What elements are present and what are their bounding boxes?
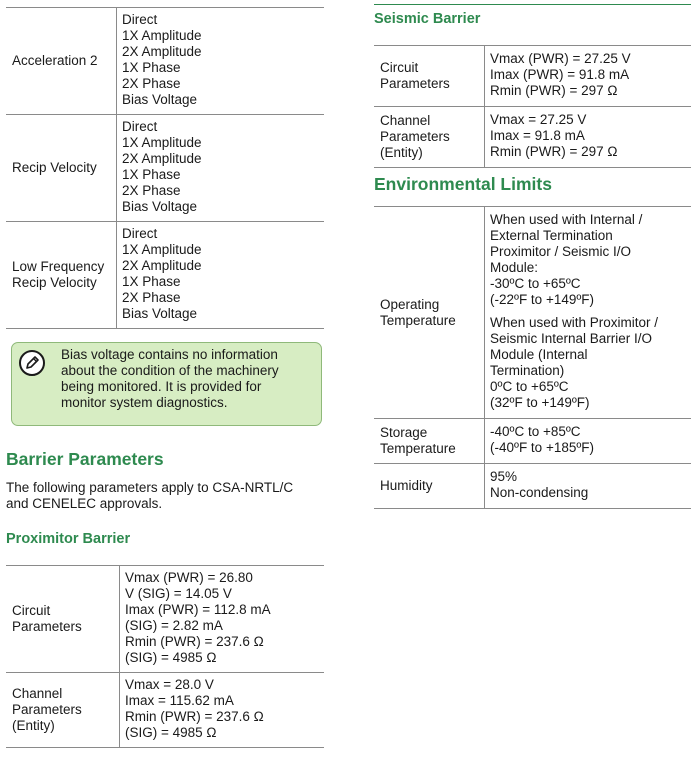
- value-line: 0ºC to +65ºC: [490, 379, 569, 394]
- table-row: [6, 673, 324, 748]
- value-line: 1X Amplitude: [122, 135, 202, 150]
- value-line: (SIG) = 2.82 mA: [125, 618, 223, 633]
- row-values: [117, 115, 325, 222]
- value-line: Direct: [122, 226, 158, 241]
- label-line: Temperature: [380, 441, 456, 456]
- value-line: When used with Proximitor /: [490, 315, 659, 330]
- value-line: (SIG) = 4985 Ω: [125, 650, 217, 665]
- barrier-heading: Barrier Parameters: [6, 449, 164, 469]
- row-values: [120, 673, 325, 748]
- value-line: (-40ºF to +185ºF): [490, 440, 595, 455]
- value-line: Vmax (PWR) = 27.25 V: [490, 51, 631, 66]
- note-box: [11, 342, 322, 426]
- row-label: [374, 107, 485, 168]
- value-line: 2X Phase: [122, 290, 181, 305]
- label-line: Parameters: [380, 129, 450, 144]
- value-line: Imax = 115.62 mA: [125, 693, 234, 708]
- pencil-icon: [19, 350, 45, 376]
- value-line: -30ºC to +65ºC: [490, 276, 581, 291]
- row-values: [117, 222, 325, 329]
- value-line: Vmax = 27.25 V: [490, 112, 587, 127]
- value-line: Proximitor / Seismic I/O: [490, 244, 632, 259]
- seismic-table-wrap: [374, 46, 691, 168]
- note-text: [61, 347, 319, 411]
- value-line: [490, 308, 691, 315]
- value-line: Seismic Internal Barrier I/O: [490, 331, 653, 346]
- value-line: (-22ºF to +149ºF): [490, 292, 595, 307]
- row-values: [485, 419, 692, 464]
- value-line: Vmax = 28.0 V: [125, 677, 214, 692]
- label-line: Parameters: [12, 619, 82, 634]
- value-line: Imax (PWR) = 112.8 mA: [125, 602, 271, 617]
- row-values: [485, 107, 692, 168]
- label-line: (Entity): [380, 145, 423, 160]
- value-line: Module (Internal: [490, 347, 588, 362]
- value-line: Module:: [490, 260, 539, 275]
- label-line: Humidity: [380, 478, 433, 493]
- label-line: Channel: [380, 113, 431, 128]
- table-row: [6, 222, 324, 329]
- row-label: [374, 46, 485, 107]
- proximitor-table: [6, 566, 324, 748]
- value-line: 1X Amplitude: [122, 242, 202, 257]
- value-line: 1X Amplitude: [122, 28, 202, 43]
- value-line: Bias Voltage: [122, 92, 198, 107]
- label-line: Circuit: [380, 60, 419, 75]
- label-line: Parameters: [380, 76, 450, 91]
- value-line: Bias Voltage: [122, 199, 198, 214]
- value-line: When used with Internal /: [490, 212, 643, 227]
- table-row: [374, 464, 691, 509]
- table-row: [374, 46, 691, 107]
- value-line: External Termination: [490, 228, 613, 243]
- proximitor-table-wrap: [6, 566, 324, 748]
- label-line: Circuit: [12, 603, 51, 618]
- value-line: -40ºC to +85ºC: [490, 424, 581, 439]
- table-row: [6, 115, 324, 222]
- label-line: (Entity): [12, 718, 55, 733]
- value-line: Rmin (PWR) = 237.6 Ω: [125, 709, 264, 724]
- value-line: 1X Phase: [122, 167, 181, 182]
- seismic-table: [374, 46, 691, 168]
- row-label: [374, 419, 485, 464]
- row-values: [485, 207, 692, 419]
- value-line: Vmax (PWR) = 26.80: [125, 570, 253, 585]
- environment-section: [374, 174, 691, 195]
- value-line: 2X Amplitude: [122, 258, 202, 273]
- table-row: [374, 419, 691, 464]
- row-label: [374, 464, 485, 509]
- note-line: Bias voltage contains no information: [61, 347, 278, 362]
- row-label: [6, 115, 117, 222]
- barrier-section: [6, 449, 324, 547]
- value-line: 2X Phase: [122, 183, 181, 198]
- value-line: 2X Amplitude: [122, 44, 202, 59]
- environment-table: [374, 207, 691, 509]
- table-row: [6, 8, 324, 115]
- label-line: Operating: [380, 296, 440, 312]
- label-line: Recip Velocity: [12, 160, 97, 175]
- intro-line: and CENELEC approvals.: [6, 496, 163, 511]
- value-line: Imax = 91.8 mA: [490, 128, 585, 143]
- value-line: Rmin (PWR) = 297 Ω: [490, 144, 618, 159]
- signal-types-table: [6, 8, 324, 329]
- value-line: (32ºF to +149ºF): [490, 395, 590, 410]
- value-line: 95%: [490, 469, 518, 484]
- value-line: 2X Amplitude: [122, 151, 202, 166]
- seismic-heading: Seismic Barrier: [374, 11, 481, 27]
- value-line: 1X Phase: [122, 274, 181, 289]
- value-line: Bias Voltage: [122, 306, 198, 321]
- table-row: [6, 566, 324, 673]
- row-values: [485, 46, 692, 107]
- value-line: Non-condensing: [490, 485, 589, 500]
- table-row: [374, 107, 691, 168]
- value-line: Direct: [122, 119, 158, 134]
- label-line: Acceleration 2: [12, 53, 98, 68]
- note-line: being monitored. It is provided for: [61, 379, 262, 394]
- label-line: Recip Velocity: [12, 275, 97, 290]
- table-row: [374, 207, 691, 419]
- label-line: Parameters: [12, 702, 82, 717]
- value-line: Rmin (PWR) = 237.6 Ω: [125, 634, 264, 649]
- environment-table-wrap: [374, 207, 691, 509]
- environment-heading: Environmental Limits: [374, 174, 552, 194]
- proximitor-heading: Proximitor Barrier: [6, 531, 131, 547]
- value-line: 1X Phase: [122, 60, 181, 75]
- value-line: (SIG) = 4985 Ω: [125, 725, 217, 740]
- row-values: [485, 464, 692, 509]
- row-label: [6, 673, 120, 748]
- value-line: 2X Phase: [122, 76, 181, 91]
- value-line: Termination): [490, 363, 565, 378]
- label-line: Low Frequency: [12, 259, 105, 274]
- note-line: about the condition of the machinery: [61, 363, 279, 378]
- intro-line: The following parameters apply to CSA-NRTL/C: [6, 480, 294, 495]
- row-values: [120, 566, 325, 673]
- value-line: Imax (PWR) = 91.8 mA: [490, 67, 630, 82]
- row-values: [117, 8, 325, 115]
- label-line: Channel: [12, 686, 63, 701]
- value-line: V (SIG) = 14.05 V: [125, 586, 232, 601]
- value-line: Direct: [122, 12, 158, 27]
- row-label: [374, 207, 485, 419]
- row-label: [6, 8, 117, 115]
- label-line: Storage: [380, 425, 428, 440]
- note-line: monitor system diagnostics.: [61, 395, 228, 410]
- right-top-rule: [374, 4, 691, 5]
- value-line: Rmin (PWR) = 297 Ω: [490, 83, 618, 98]
- row-label: [6, 566, 120, 673]
- barrier-intro: [6, 480, 324, 512]
- label-line: Temperature: [380, 312, 456, 328]
- signal-table: [6, 8, 324, 329]
- row-label: [6, 222, 117, 329]
- seismic-section: [374, 11, 691, 27]
